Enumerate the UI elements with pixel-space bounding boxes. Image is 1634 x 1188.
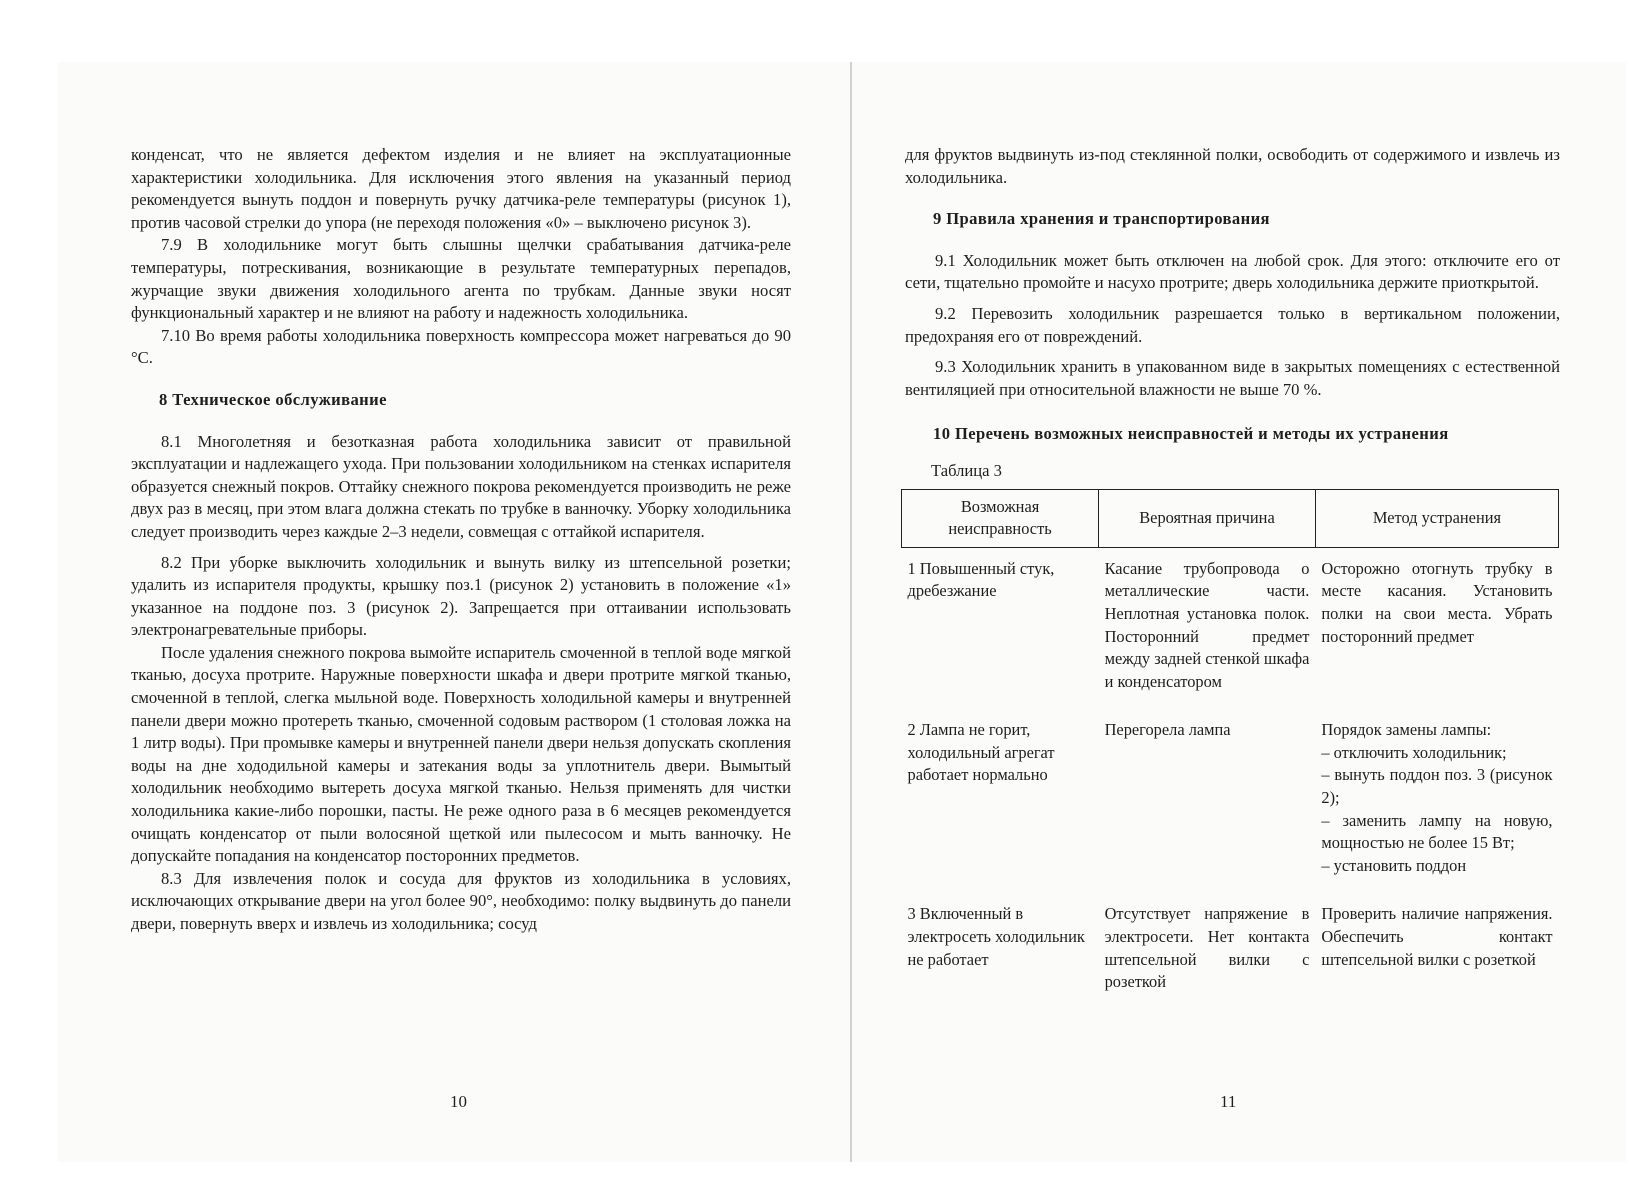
- cause-cell: Касание трубопровода о металлические части. Неплотная установка полок. Посторонний предмет между задней стенкой шкафа и конденсатором: [1104, 558, 1310, 691]
- table-row: [902, 719, 1559, 903]
- paragraph: После удаления снежного покрова вымойте испаритель смоченной в теплой воде мягкой тканью, досуха протрите. Наружные поверхности шкафа и двери протрите мягкой тканью, смоченной в теплой, слегка мыльной воде. Поверхность холодильной камеры и внутренней панели двери можно протереть тканью, смоченной содовым раствором (1 столовая ложка на 1 литр воды). При промывке камеры и внутренней панели двери нельзя допускать скопления воды на дне хододильной камеры и затекания воды за уплотнитель двери. Вымытый холодильник необходимо вытереть досуха мягкой тканью. Нельзя применять для чистки холодильника какие-либо порошки, пасты. Не реже одного раза в 6 месяцев рекомендуется очищать конденсатор от пыли волосяной щеткой или пылесосом и мыть ванночку. Не допускайте попадания на конденсатор посторонних предметов.: [131, 642, 791, 866]
- remedy-cell: [1315, 719, 1558, 903]
- remedy-line: – заменить лампу на новую, мощностью не более 15 Вт;: [1321, 810, 1553, 853]
- paragraph: 8.1 Многолетняя и безотказная работа холодильника зависит от правильной эксплуатации и надлежащего ухода. При пользовании холодильником на стенках испарителя образуется снежный покров. Оттайку снежного покрова рекомендуется производить не реже двух раз в месяц, при этом влага должна стекать по трубке в ванночку. Уборку холодильника следует производить через каждые 2–3 недели, совмещая с оттайкой испарителя.: [131, 431, 791, 541]
- fault-cell: 3 Включенный в электросеть холодильник не работает: [907, 904, 1085, 969]
- paragraph: конденсат, что не является дефектом изделия и не влияет на эксплуатационные характеристики холодильника. Для исключения этого явления на указанный период рекомендуется вынуть поддон и повернуть ручку датчика-реле температуры (рисунок 1), против часовой стрелки до упора (не переходя положения «0» – выключено рисунок 3).: [131, 145, 791, 232]
- page-number: 11: [1220, 1092, 1237, 1111]
- column-header: Вероятная причина: [1099, 489, 1316, 547]
- section-heading: 10 Перечень возможных неисправностей и методы их устранения: [933, 424, 1449, 444]
- column-header: Метод устранения: [1315, 489, 1558, 547]
- paragraph: 9.1 Холодильник может быть отключен на любой срок. Для этого: отключите его от сети, тщательно промойте и насухо протрите; дверь холодильника держите приоткрытой.: [905, 250, 1560, 293]
- table-header-row: [902, 489, 1559, 547]
- left-page: [131, 144, 791, 936]
- paragraph: для фруктов выдвинуть из-под стеклянной полки, освободить от содержимого и извлечь из холодильника.: [905, 145, 1560, 187]
- remedy-cell: [1315, 558, 1558, 720]
- section-heading: 9 Правила хранения и транспортирования: [933, 209, 1270, 229]
- page-number: 10: [450, 1092, 467, 1111]
- remedy-line: Осторожно отогнуть трубку в месте касания. Установить полки на свои места. Убрать посторонний предмет: [1321, 558, 1553, 646]
- remedy-line: – отключить холодильник;: [1321, 742, 1507, 762]
- section-heading: 8 Техническое обслуживание: [159, 389, 387, 409]
- remedy-cell: [1315, 903, 1558, 1019]
- column-header: Возможная неисправность: [902, 489, 1099, 547]
- remedy-line: – установить поддон: [1321, 855, 1467, 875]
- paragraph: 8.3 Для извлечения полок и сосуда для фруктов из холодильника в условиях, исключающих открывание двери на угол более 90°, необходимо: полку выдвинуть до панели двери, повернуть вверх и извлечь из холодильника; сосуд: [131, 868, 791, 933]
- table-row: [902, 558, 1559, 720]
- remedy-line: Проверить наличие напряжения. Обеспечить контакт штепсельной вилки с розеткой: [1321, 904, 1553, 969]
- paragraph: 9.2 Перевозить холодильник разрешается только в вертикальном положении, предохраняя его от повреждений.: [905, 303, 1560, 346]
- page-fold: [850, 62, 852, 1162]
- paragraph: 9.3 Холодильник хранить в упакованном виде в закрытых помещениях с естественной вентиляцией при относительной влажности не выше 70 %.: [905, 357, 1560, 399]
- paragraph: 8.2 При уборке выключить холодильник и вынуть вилку из штепсельной розетки; удалить из испарителя продукты, крышку поз.1 (рисунок 2) установить в положение «1» указанное на поддоне поз. 3 (рисунок 2). Запрещается при оттаивании использовать электронагревательные приборы.: [131, 552, 791, 640]
- fault-cell: 1 Повышенный стук, дребезжание: [907, 558, 1055, 601]
- cause-cell: Отсутствует напряжение в электросети. Нет контакта штепсельной вилки с розеткой: [1104, 904, 1310, 992]
- paragraph: 7.10 Во время работы холодильника поверхность компрессора может нагреваться до 90 °С.: [131, 325, 791, 368]
- right-page: [905, 144, 1560, 1020]
- remedy-line: – вынуть поддон поз. 3 (рисунок 2);: [1321, 765, 1553, 808]
- paragraph: 7.9 В холодильнике могут быть слышны щелчки срабатывания датчика-реле температуры, потрескивания, возникающие в результате температурных перепадов, журчащие звуки движения холодильного агента по трубкам. Данные звуки носят функциональный характер и не влияют на работу и надежность холодильника.: [131, 235, 791, 323]
- faults-table: [901, 489, 1559, 1020]
- remedy-line: Порядок замены лампы:: [1321, 720, 1492, 740]
- cause-cell: Перегорела лампа: [1104, 720, 1231, 740]
- fault-cell: 2 Лампа не горит, холодильный агрегат работает нормально: [907, 720, 1055, 785]
- table-row: [902, 903, 1559, 1019]
- table-caption: Таблица 3: [931, 460, 1002, 480]
